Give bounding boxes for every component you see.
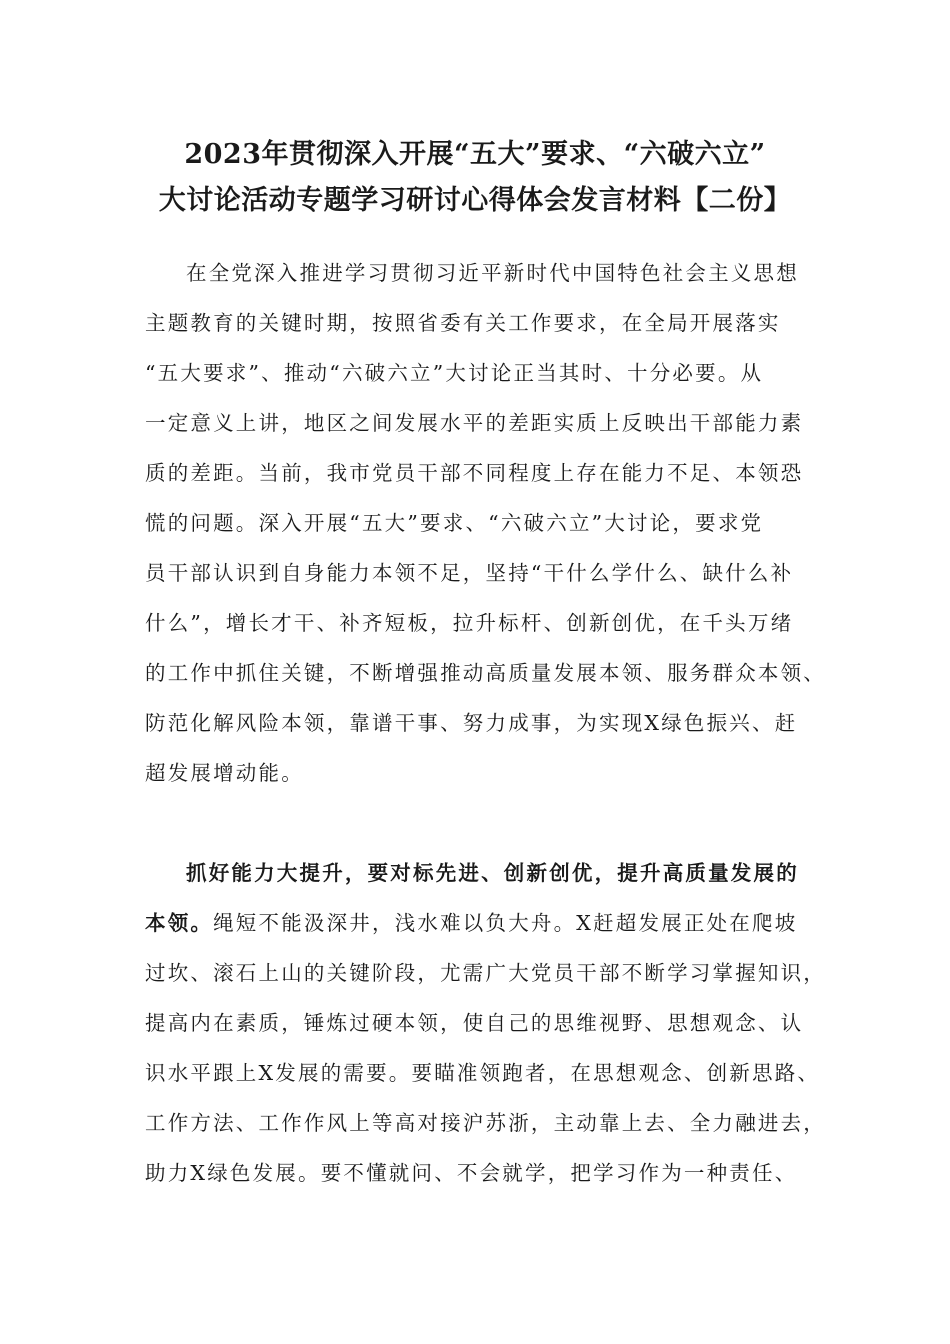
paragraph-2-line: [145, 908, 825, 938]
paragraph-1-line: 的工作中抓住关键，不断增强推动高质量发展本领、服务群众本领、: [145, 661, 826, 685]
paragraph-1-line: 一定意义上讲，地区之间发展水平的差距实质上反映出干部能力素: [145, 411, 804, 435]
paragraph-1-line: 员干部认识到自身能力本领不足，坚持“干什么学什么、缺什么补: [145, 561, 794, 585]
paragraph-1-line: 防范化解风险本领，靠谱干事、努力成事，为实现X绿色振兴、赶: [145, 711, 798, 735]
paragraph-1-line: 在全党深入推进学习贯彻习近平新时代中国特色社会主义思想: [186, 261, 799, 285]
paragraph-2-line: 提高内在素质，锤炼过硬本领，使自己的思维视野、思想观念、认: [145, 1011, 804, 1035]
paragraph-1-line: 质的差距。当前，我市党员干部不同程度上存在能力不足、本领恐: [145, 461, 804, 485]
paragraph-2-line: 助力X绿色发展。要不懂就问、不会就学，把学习作为一种责任、: [145, 1161, 798, 1185]
paragraph-2-line: 过坎、滚石上山的关键阶段，尤需广大党员干部不断学习掌握知识，: [145, 961, 826, 985]
paragraph-1-line: 什么”，增长才干、补齐短板，拉升标杆、创新创优，在千头万绪: [145, 611, 794, 635]
paragraph-1-line: “五大要求”、推动“六破六立”大讨论正当其时、十分必要。从: [145, 361, 764, 385]
paragraph-2-heading-line: 抓好能力大提升，要对标先进、创新创优，提升高质量发展的: [186, 861, 799, 885]
paragraph-1-line: 超发展增动能。: [145, 761, 304, 785]
paragraph-2-line: 工作方法、工作作风上等高对接沪苏浙，主动靠上去、全力融进去，: [145, 1111, 826, 1135]
paragraph-1-line: 慌的问题。深入开展“五大”要求、“六破六立”大讨论，要求党: [145, 511, 764, 535]
paragraph-2-line: 识水平跟上X发展的需要。要瞄准领跑者，在思想观念、创新思路、: [145, 1061, 821, 1085]
document-title-line-1: 2023年贯彻深入开展“五大”要求、“六破六立”: [184, 139, 766, 170]
paragraph-2-heading-end: 本领。: [145, 911, 214, 935]
paragraph-2-text: 绳短不能汲深井，浅水难以负大舟。X赶超发展正处在爬坡: [213, 911, 798, 935]
paragraph-1-line: 主题教育的关键时期，按照省委有关工作要求，在全局开展落实: [145, 311, 781, 335]
document-title-line-2: 大讨论活动专题学习研讨心得体会发言材料【二份】: [158, 185, 792, 216]
